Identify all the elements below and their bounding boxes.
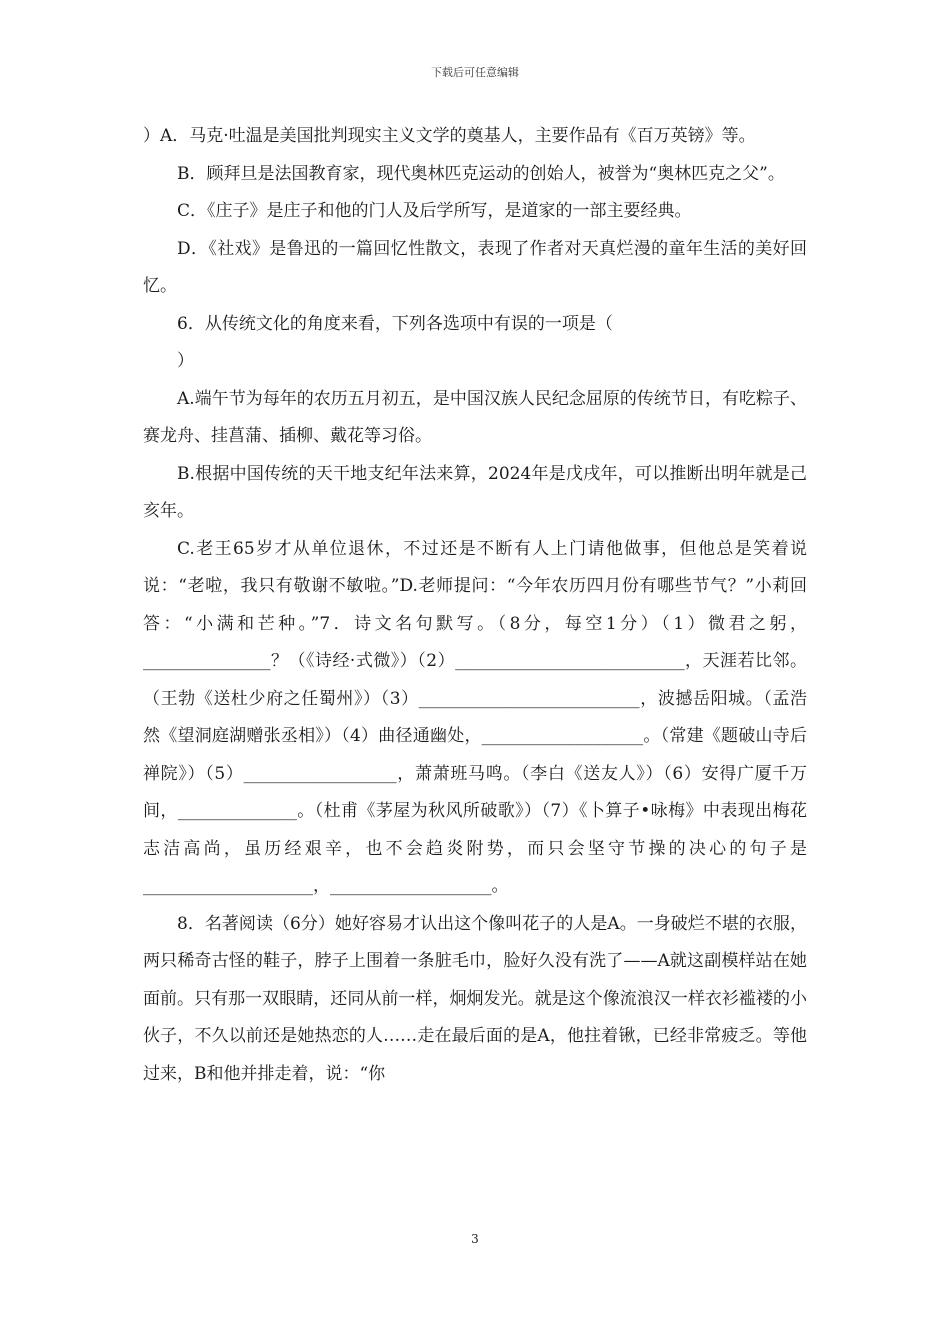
question-6-bracket: ） xyxy=(177,351,194,371)
option-c-paragraph: C．《庄子》是庄子和他的门人及后学所写，是道家的一部主要经典。 xyxy=(177,201,692,221)
question-6-option-b: B.根据中国传统的天干地支纪年法来算，2024年是戊戌年，可以推断出明年就是己亥年。 xyxy=(143,463,807,521)
option-b-paragraph: B．顾拜旦是法国教育家，现代奥林匹克运动的创始人，被誉为“奥林匹克之父”。 xyxy=(177,163,785,184)
question-6-option-c-and-question-7: C.老王65岁才从单位退休，不过还是不断有人上门请他做事，但他总是笑着说说：“老啦，我只有敬谢不敏啦。”D.老师提问：“今年农历四月份有哪些节气？”小莉回答：“小满和芒种。”7．诗文名句默写。（8分，每空1分）（1）微君之躬，_______________？（《诗经·式微》）（2）___________________________，天涯若比邻。（王勃《送杜少府之任蜀州》）（3）__________________________，波撼岳阳城。（孟浩然《望洞庭湖赠张丞相》）（4）曲径通幽处，___________________。（常建《题破山寺后禅院》）（5）__________________，萧萧班马鸣。（李白《送友人》）（6）安得广厦千万间，______________。（杜甫《茅屋为秋风所破歌》）（7）《卜算子•咏梅》中表现出梅花志洁高尚，虽历经艰辛，也不会趋炎附势，而只会坚守节操的决心的句子是____________________，___________________。 xyxy=(143,538,807,896)
option-a-paragraph: ）A．马克·吐温是美国批判现实主义文学的奠基人，主要作品有《百万英镑》等。 xyxy=(143,126,756,146)
page-number: 3 xyxy=(471,1232,479,1246)
option-d-paragraph: D．《社戏》是鲁迅的一篇回忆性散文，表现了作者对天真烂漫的童年生活的美好回忆。 xyxy=(143,238,807,296)
document-body xyxy=(143,118,807,1093)
question-6-stem: 6．从传统文化的角度来看，下列各选项中有误的一项是（ xyxy=(177,313,613,334)
question-6-option-a: A.端午节为每年的农历五月初五，是中国汉族人民纪念屈原的传统节日，有吃粽子、赛龙舟、挂菖蒲、插柳、戴花等习俗。 xyxy=(143,388,807,446)
page-header: 下载后可任意编辑 xyxy=(431,66,519,79)
question-8-paragraph: 8．名著阅读（6分）她好容易才认出这个像叫花子的人是A。一身破烂不堪的衣服，两只稀奇古怪的鞋子，脖子上围着一条脏毛巾，脸好久没有洗了——A就这副模样站在她面前。只有那一双眼睛，还同从前一样，炯炯发光。就是这个像流浪汉一样衣衫褴褛的小伙子，不久以前还是她热恋的人……走在最后面的是A，他拄着锹，已经非常疲乏。等他过来，B和他并排走着，说：“你 xyxy=(143,913,807,1084)
